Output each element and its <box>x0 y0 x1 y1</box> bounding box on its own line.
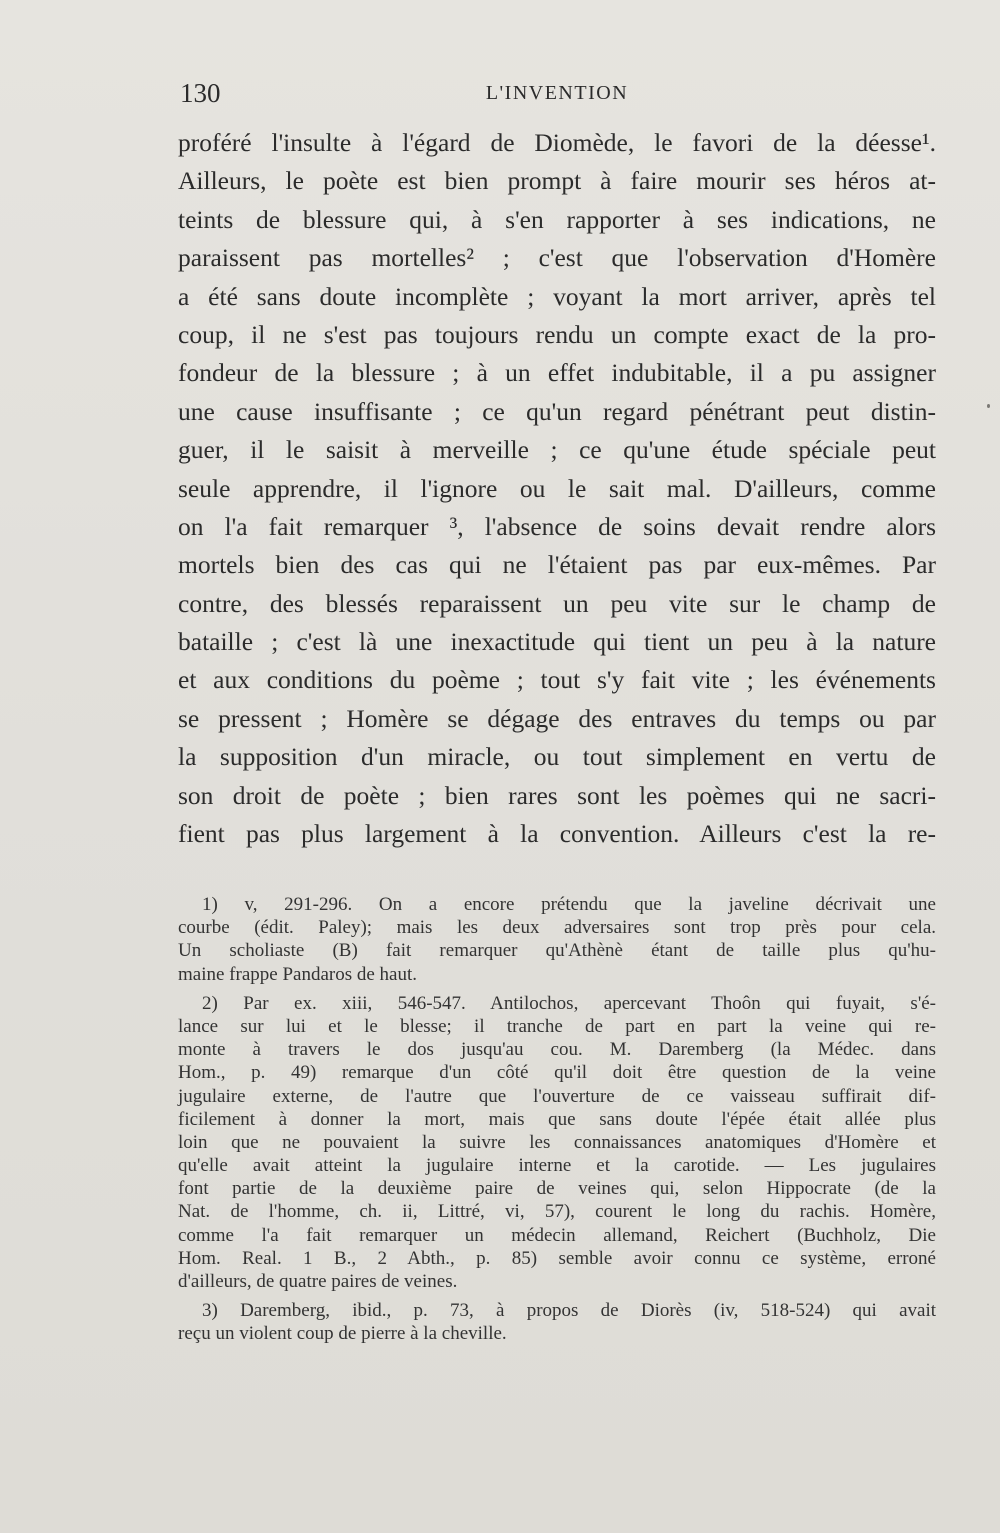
footnote-line: monte à travers le dos jusqu'au cou. M. Daremberg (la Médec. dans <box>178 1039 936 1061</box>
footnote-line: jugulaire externe, de l'autre que l'ouverture de ce vaisseau suffirait dif- <box>178 1085 936 1107</box>
page-header <box>178 78 936 118</box>
footnote-line: ficilement à donner la mort, mais que sans doute l'épée était allée plus <box>178 1108 936 1130</box>
footnote-line: Nat. de l'homme, ch. ii, Littré, vi, 57), courent le long du rachis. Homère, <box>178 1201 936 1223</box>
running-title: L'INVENTION <box>485 82 629 104</box>
footnote-3 <box>178 1299 936 1345</box>
body-line: paraissent pas mortelles² ; c'est que l'observation d'Homère <box>178 243 936 273</box>
footnote-line: lance sur lui et le blesse; il tranche de part en part la veine qui re- <box>178 1015 936 1037</box>
body-line: on l'a fait remarquer ³, l'absence de soins devait rendre alors <box>178 511 936 541</box>
body-line: proféré l'insulte à l'égard de Diomède, le favori de la déesse¹. <box>178 128 936 157</box>
body-line: bataille ; c'est là une inexactitude qui tient un peu à la nature <box>178 627 936 657</box>
footnote-line: d'ailleurs, de quatre paires de veines. <box>178 1271 458 1292</box>
footnotes <box>178 893 936 1346</box>
footnote-line: 1) v, 291-296. On a encore prétendu que la javeline décrivait une <box>202 894 936 915</box>
footnote-line: loin que ne pouvaient la suivre les connaissances anatomiques d'Homère et <box>178 1131 936 1153</box>
body-text <box>178 124 936 853</box>
footnote-line: Hom., p. 49) remarque d'un côté qu'il doit être question de la veine <box>178 1062 936 1084</box>
footnote-line: Hom. Real. 1 B., 2 Abth., p. 85) semble avoir connu ce système, erroné <box>178 1247 936 1269</box>
body-line: coup, il ne s'est pas toujours rendu un compte exact de la pro- <box>178 319 936 349</box>
body-line: contre, des blessés reparaissent un peu vite sur le champ de <box>178 588 936 618</box>
body-line: Ailleurs, le poète est bien prompt à faire mourir ses héros at- <box>178 166 936 196</box>
body-line: son droit de poète ; bien rares sont les poèmes qui ne sacri- <box>178 780 936 810</box>
body-line: et aux conditions du poème ; tout s'y fait vite ; les événements <box>178 665 936 695</box>
footnote-line: reçu un violent coup de pierre à la cheville. <box>178 1323 507 1345</box>
footnote-1 <box>178 893 936 986</box>
footnote-line: maine frappe Pandaros de haut. <box>178 963 417 985</box>
body-line: fondeur de la blessure ; à un effet indubitable, il a pu assigner <box>178 358 936 388</box>
footnote-line: qu'elle avait atteint la jugulaire interne et la carotide. — Les jugulaires <box>178 1155 936 1177</box>
body-line: a été sans doute incomplète ; voyant la mort arriver, après tel <box>178 281 936 311</box>
footnote-line: Un scholiaste (B) fait remarquer qu'Athènè étant de taille plus qu'hu- <box>178 940 936 962</box>
body-line: fient pas plus largement à la convention. Ailleurs c'est la re- <box>178 819 936 849</box>
footnote-line: courbe (édit. Paley); mais les deux adversaires sont trop près pour cela. <box>178 917 936 939</box>
footnote-line: font partie de la deuxième paire de veines qui, selon Hippocrate (de la <box>178 1178 936 1200</box>
footnote-line: 3) Daremberg, ibid., p. 73, à propos de Diorès (iv, 518-524) qui avait <box>202 1300 936 1322</box>
paper-speck <box>987 404 990 408</box>
body-line: mortels bien des cas qui ne l'étaient pas par eux-mêmes. Par <box>178 550 936 580</box>
body-line: se pressent ; Homère se dégage des entraves du temps ou par <box>178 703 936 733</box>
body-line: seule apprendre, il l'ignore ou le sait mal. D'ailleurs, comme <box>178 473 936 503</box>
body-line: guer, il le saisit à merveille ; ce qu'une étude spéciale peut <box>178 435 936 465</box>
footnote-2 <box>178 992 936 1293</box>
footnote-line: 2) Par ex. xiii, 546-547. Antilochos, apercevant Thoôn qui fuyait, s'é- <box>202 992 936 1014</box>
footnote-line: comme l'a fait remarquer un médecin allemand, Reichert (Buchholz, Die <box>178 1224 936 1246</box>
body-line: la supposition d'un miracle, ou tout simplement en vertu de <box>178 742 936 772</box>
page-number: 130 <box>180 78 221 108</box>
body-line: teints de blessure qui, à s'en rapporter à ses indications, ne <box>178 204 936 234</box>
body-line: une cause insuffisante ; ce qu'un regard pénétrant peut distin- <box>178 396 936 426</box>
